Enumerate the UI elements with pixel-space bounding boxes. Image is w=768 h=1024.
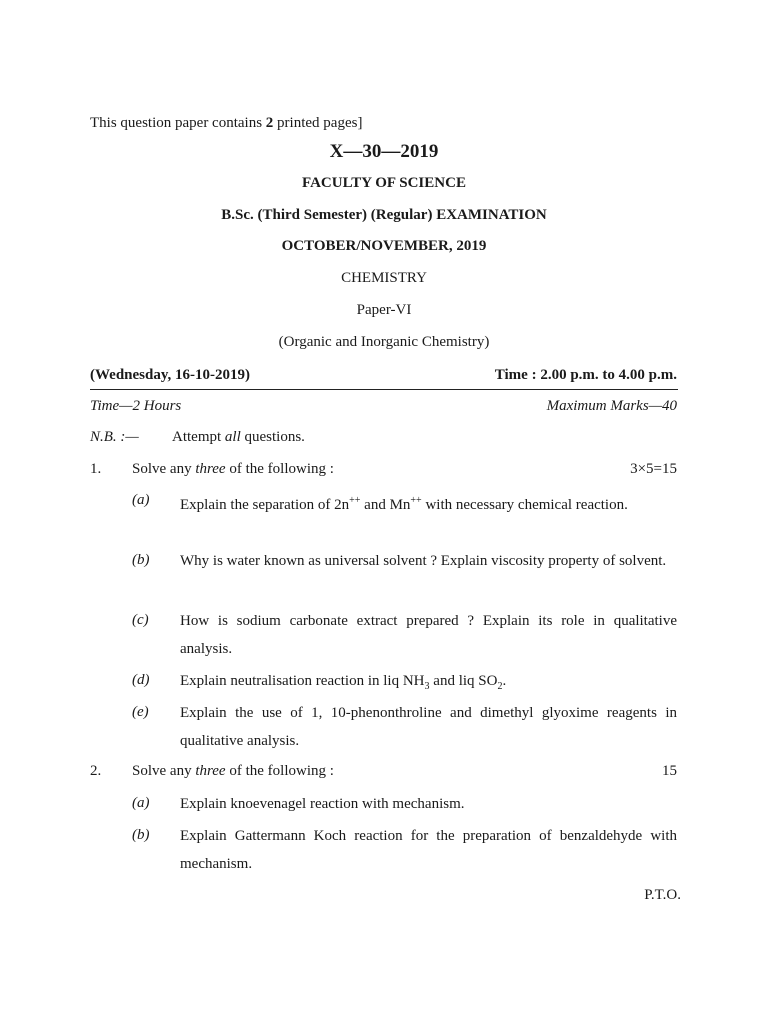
part-text: Explain neutralisation reaction in liq NH [180, 673, 425, 689]
q2-part-a-label: (a) [132, 795, 150, 811]
q1-part-b-label: (b) [132, 552, 150, 568]
part-text: and Mn [360, 497, 411, 513]
nb-text-before: Attempt [172, 429, 222, 445]
q1-part-a-label: (a) [132, 492, 150, 508]
question-2-prompt [132, 763, 334, 780]
q1-part-e-text: Explain the use of 1, 10-phenonthroline and dimethyl glyoxime reagents in qualitative analysis. [180, 705, 677, 749]
charge-superscript: ++ [349, 495, 361, 506]
paper-code: X—30—2019 [329, 141, 439, 162]
q2-part-b-label: (b) [132, 827, 150, 843]
prompt-emphasis: three [195, 763, 226, 779]
exam-time: Time : 2.00 p.m. to 4.00 p.m. [494, 367, 677, 383]
paper-title: (Organic and Inorganic Chemistry) [278, 334, 490, 350]
question-2-marks: 15 [662, 763, 677, 779]
q1-part-e-label: (e) [132, 704, 149, 720]
formula-subscript: 3 [424, 681, 430, 692]
nb-instruction [172, 429, 305, 446]
nb-label: N.B. :— [90, 429, 139, 445]
exam-duration: Time—2 Hours [90, 398, 182, 414]
part-text: . [502, 673, 507, 689]
paper-number: Paper-VI [356, 302, 412, 318]
q1-part-c-label: (c) [132, 612, 149, 628]
exam-title: B.Sc. (Third Semester) (Regular) EXAMINATION [221, 207, 547, 223]
faculty-title: FACULTY OF SCIENCE [302, 175, 466, 191]
pages-count: 2 [265, 115, 274, 131]
pages-note-prefix: This question paper contains [90, 115, 263, 131]
session-title: OCTOBER/NOVEMBER, 2019 [281, 238, 487, 254]
part-text: with necessary chemical reaction. [421, 497, 628, 513]
formula-subscript: 2 [497, 681, 503, 692]
q1-part-a-text [180, 487, 677, 519]
exam-date: (Wednesday, 16-10-2019) [90, 367, 251, 383]
prompt-text: Solve any [132, 763, 192, 779]
q1-part-d-text [180, 667, 677, 701]
q1-part-c-text: How is sodium carbonate extract prepared ? Explain its role in qualitative analysis. [180, 613, 677, 657]
question-2-number: 2. [90, 763, 102, 779]
subject-title: CHEMISTRY [341, 270, 427, 286]
question-1-marks: 3×5=15 [630, 461, 677, 477]
prompt-text: Solve any [132, 461, 192, 477]
q2-part-a-text: Explain knoevenagel reaction with mechanism. [180, 796, 465, 812]
prompt-text: of the following : [229, 461, 334, 477]
q1-part-b-text: Why is water known as universal solvent ? Explain viscosity property of solvent. [180, 553, 667, 569]
q2-part-b-text: Explain Gattermann Koch reaction for the preparation of benzaldehyde with mechanism. [180, 828, 677, 872]
max-marks: Maximum Marks—40 [546, 398, 677, 414]
prompt-text: of the following : [229, 763, 334, 779]
page-turn-note: P.T.O. [644, 887, 681, 903]
header-divider [90, 389, 678, 390]
part-text: and liq SO [429, 673, 498, 689]
pages-note [90, 115, 362, 132]
nb-emphasis: all [224, 429, 241, 445]
part-text: Explain the separation of 2n [180, 497, 350, 513]
pages-note-suffix: printed pages] [277, 115, 363, 131]
question-1-number: 1. [90, 461, 102, 477]
prompt-emphasis: three [195, 461, 226, 477]
nb-text-after: questions. [244, 429, 305, 445]
charge-superscript: ++ [410, 495, 422, 506]
q1-part-d-label: (d) [132, 672, 150, 688]
question-1-prompt [132, 461, 334, 478]
